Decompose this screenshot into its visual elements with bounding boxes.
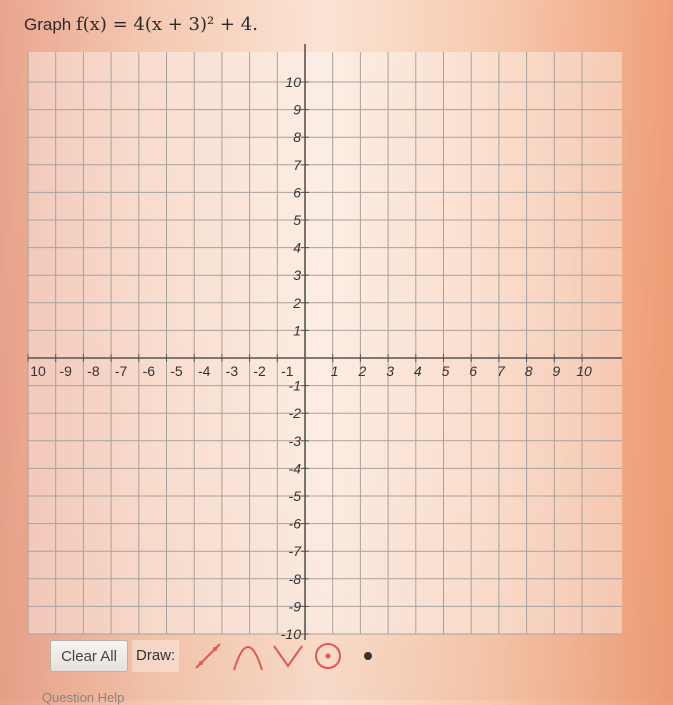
y-tick-label: -2 [288, 405, 301, 422]
circle-tool-button[interactable] [310, 638, 346, 674]
x-tick-label: -2 [253, 363, 266, 379]
x-tick-label: 9 [552, 363, 561, 379]
graph-background [28, 52, 622, 634]
y-tick-label: -3 [288, 432, 301, 449]
parabola-down-tool-button[interactable] [270, 638, 306, 674]
x-tick-label: 8 [524, 363, 533, 379]
x-tick-label: 1 [330, 363, 339, 379]
x-tick-label: -5 [170, 363, 183, 379]
circle-tool-icon [310, 638, 346, 674]
y-tick-label: 2 [293, 294, 301, 311]
parabola-up-tool-button[interactable] [230, 638, 266, 674]
line-tool-icon [190, 638, 226, 674]
question-help-link[interactable]: Question Help [42, 690, 125, 705]
point-tool-button[interactable] [350, 638, 386, 674]
x-tick-label: 7 [497, 363, 505, 379]
line-tool-button[interactable] [190, 638, 226, 674]
grid-lines [28, 52, 622, 634]
x-tick-label: 4 [413, 363, 422, 379]
parabola-up-tool-icon [230, 638, 266, 674]
x-tick-label: -7 [114, 363, 128, 379]
y-tick-label: 6 [293, 184, 301, 201]
prompt-equation: f(x) = 4(x + 3)² + 4. [75, 14, 258, 35]
y-tick-label: 10 [285, 74, 301, 90]
x-tick-label: -6 [142, 363, 156, 379]
prompt-lead: Graph [24, 15, 72, 34]
y-tick-label: -9 [288, 598, 301, 615]
x-tick-label: 10 [30, 363, 46, 379]
y-tick-label: 1 [293, 322, 301, 339]
x-tick-label: 2 [358, 363, 367, 379]
y-tick-label: 3 [293, 267, 301, 284]
y-tick-label: -7 [288, 543, 301, 560]
y-tick-label: 7 [293, 156, 301, 173]
y-tick-label: -5 [288, 488, 301, 504]
point-tool-icon [350, 638, 386, 674]
y-tick-label: -8 [288, 570, 301, 587]
y-tick-label: -10 [280, 626, 301, 642]
x-tick-label: 6 [469, 363, 478, 379]
x-tick-label: 10 [576, 363, 592, 379]
draw-label: Draw: [132, 640, 179, 672]
clear-all-button[interactable]: Clear All [50, 640, 128, 672]
x-tick-label: 5 [441, 363, 450, 379]
y-tick-label: 8 [293, 129, 301, 146]
y-tick-label: 9 [293, 101, 301, 118]
x-tick-label: -4 [197, 363, 211, 379]
y-tick-label: 5 [293, 212, 301, 228]
y-tick-label: -1 [288, 377, 301, 394]
y-tick-label: -6 [288, 515, 301, 532]
draw-toolbar [50, 640, 410, 676]
x-tick-label: -9 [59, 363, 72, 379]
x-tick-label: -3 [225, 363, 239, 379]
y-tick-label: 4 [293, 239, 301, 256]
y-tick-label: -4 [288, 460, 301, 477]
x-tick-label: -1 [281, 363, 294, 379]
x-tick-label: 3 [386, 363, 394, 379]
parabola-down-tool-icon [270, 638, 306, 674]
x-tick-label: -8 [87, 363, 100, 379]
